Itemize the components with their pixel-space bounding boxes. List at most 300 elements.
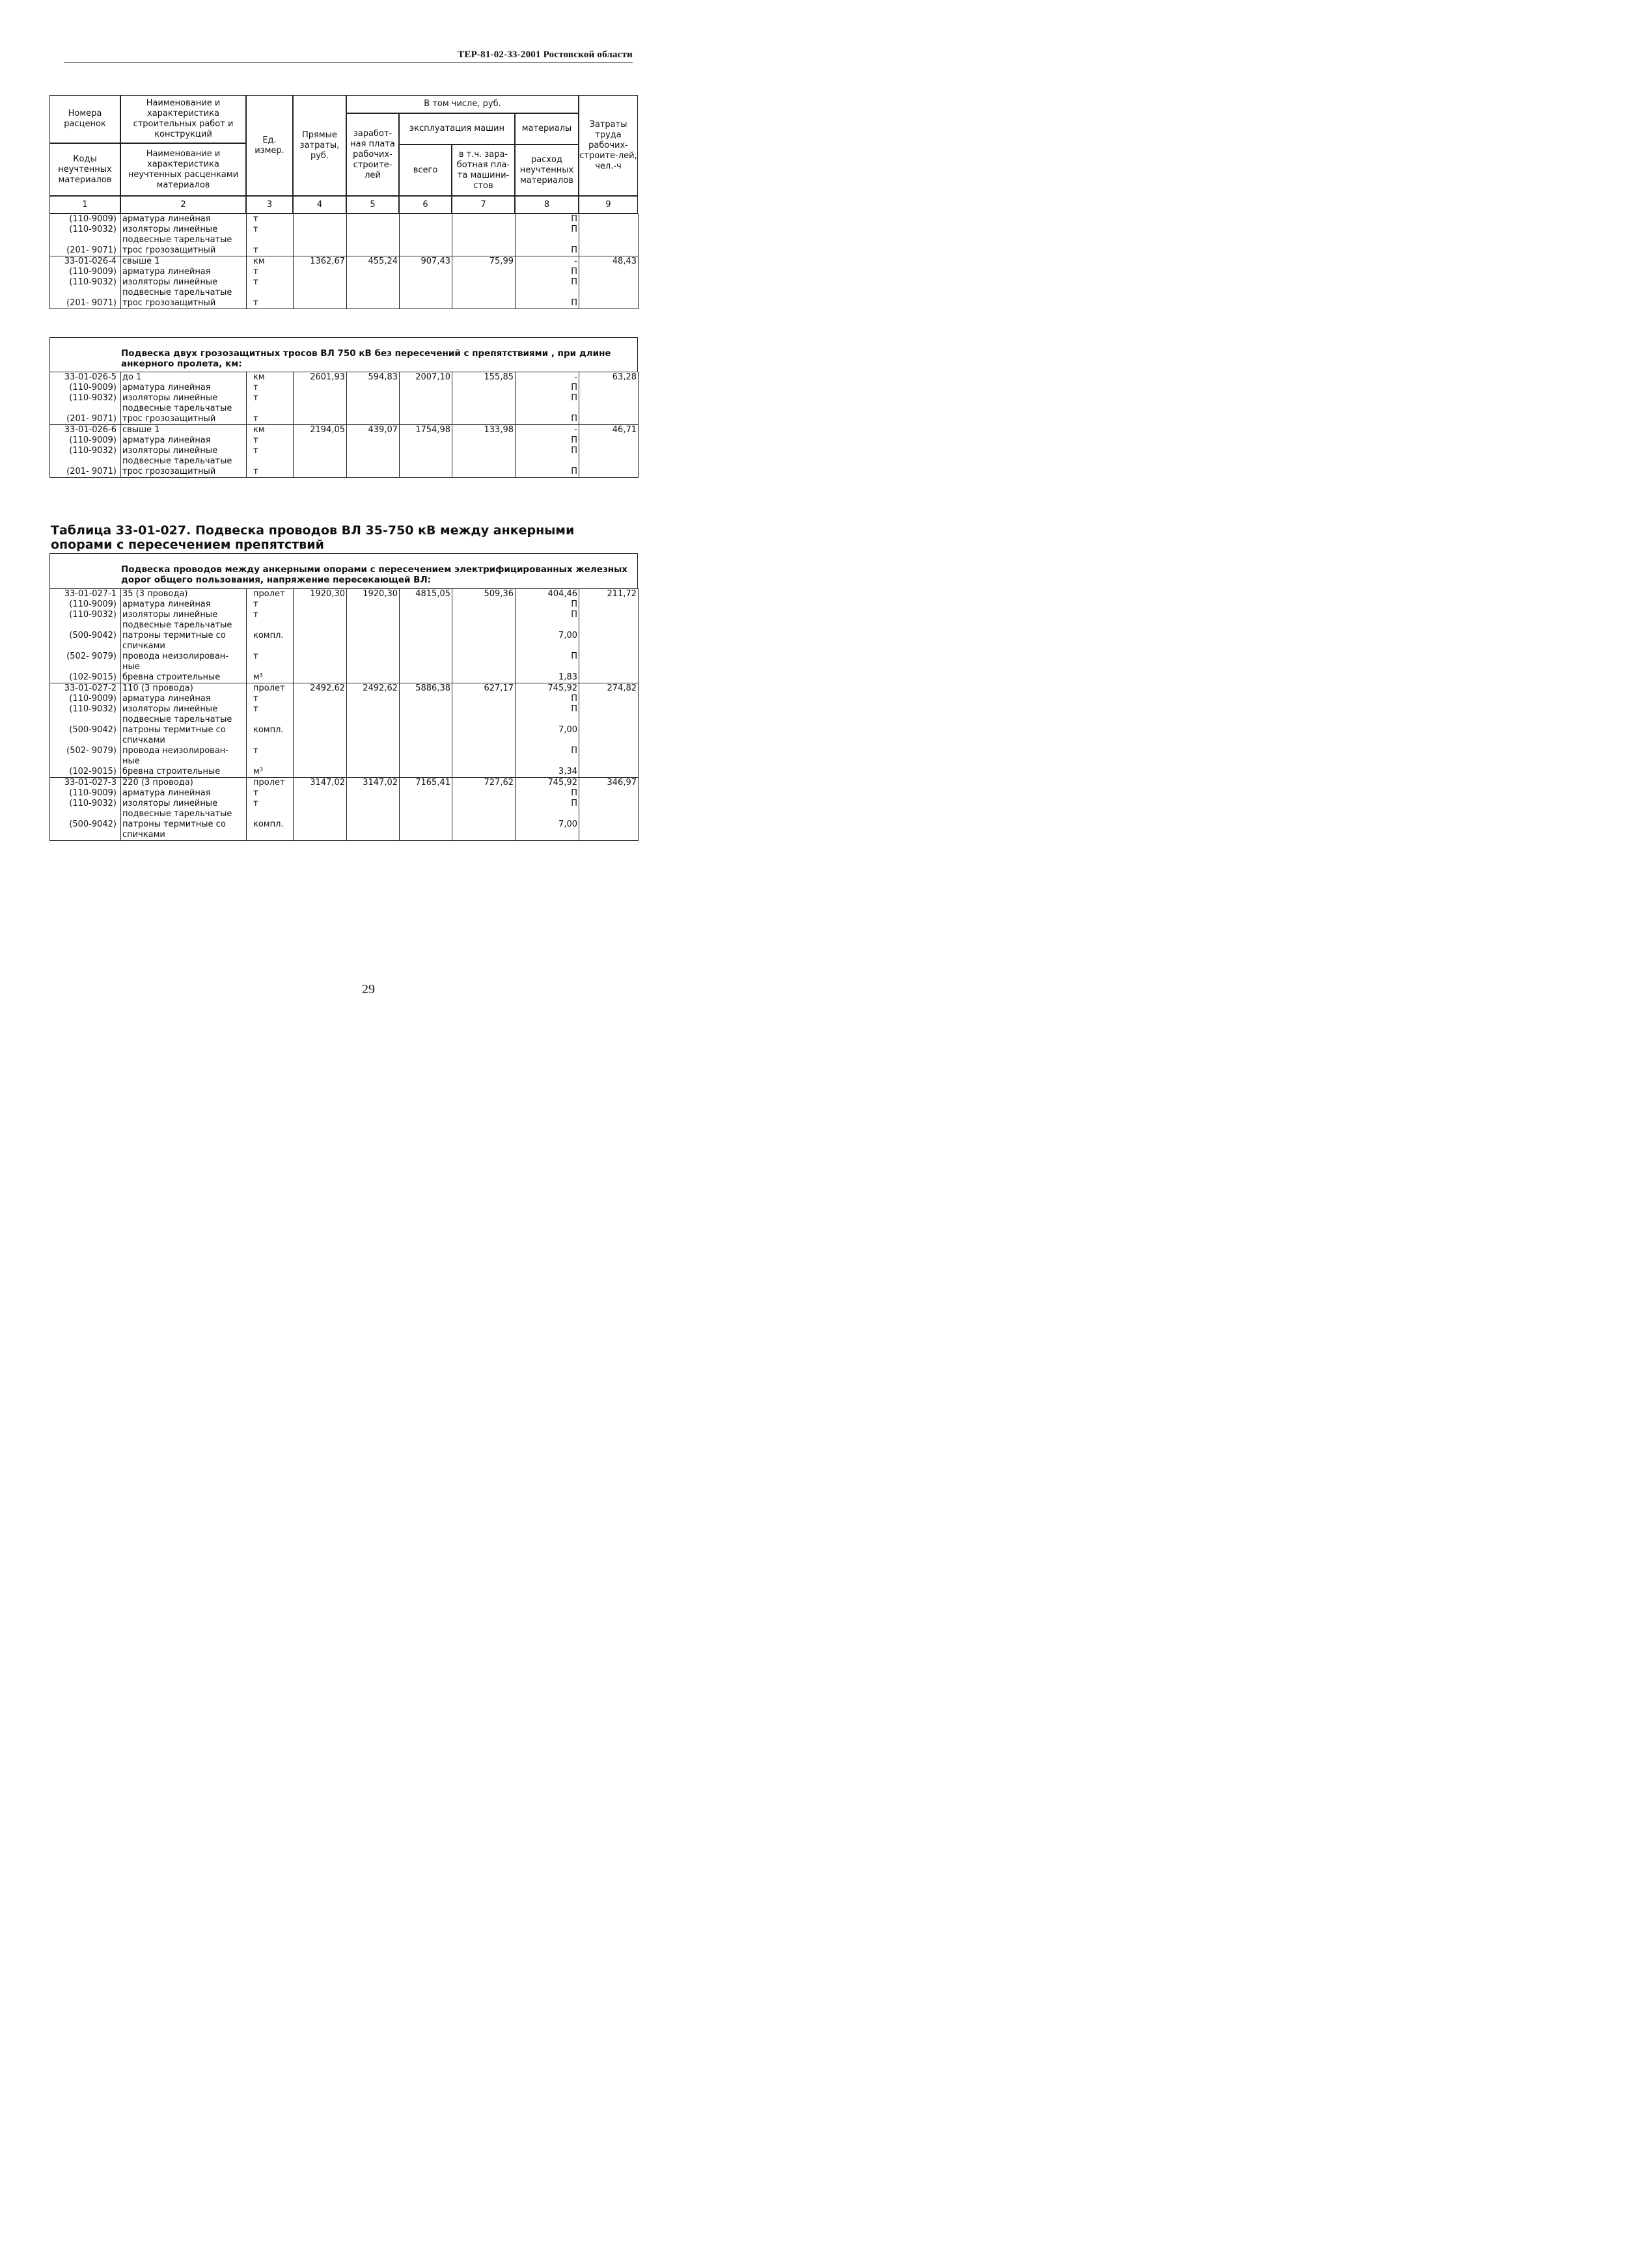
table-row <box>50 446 639 467</box>
cell-labor-hours <box>579 414 639 425</box>
cell-machinist-wages <box>452 267 516 277</box>
cell-rate-code: 33-01-026-6 <box>50 425 121 436</box>
cell-unit: т <box>247 599 294 610</box>
cell-rate-code: (110-9009) <box>50 435 121 446</box>
cell-materials-usage: П <box>516 414 579 425</box>
cell-materials-usage: П <box>516 214 579 225</box>
cell-item-name: трос грозозащитный <box>121 298 247 309</box>
cell-item-name: 110 (3 провода) <box>121 683 247 694</box>
cell-item-name: трос грозозащитный <box>121 414 247 425</box>
cell-machinist-wages <box>452 672 516 683</box>
cell-item-name: изоляторы линейные подвесные тарельчатые <box>121 610 247 631</box>
cell-machines-total <box>400 267 452 277</box>
cell-rate-code: (110-9032) <box>50 610 121 631</box>
cell-machinist-wages <box>452 467 516 478</box>
cell-materials-usage: П <box>516 610 579 631</box>
cell-labor-hours <box>579 225 639 245</box>
cell-direct-costs <box>294 267 347 277</box>
cell-direct-costs <box>294 694 347 704</box>
cell-wages <box>347 631 400 652</box>
cell-rate-code: 33-01-026-4 <box>50 256 121 268</box>
cell-direct-costs <box>294 435 347 446</box>
cell-machines-total <box>400 788 452 799</box>
cell-materials-usage: П <box>516 694 579 704</box>
cell-machines-total <box>400 225 452 245</box>
cell-machines-total <box>400 819 452 841</box>
cell-machines-total <box>400 393 452 414</box>
cell-wages: 439,07 <box>347 425 400 436</box>
section-1-title: Подвеска двух грозозащитных тросов ВЛ 750 кВ без пересечений с препятствиями , при длине анкерного пролета, км: <box>121 348 611 369</box>
cell-machinist-wages <box>452 819 516 841</box>
cell-materials-usage: 745,92 <box>516 778 579 789</box>
cell-unit: т <box>247 214 294 225</box>
cell-materials-usage: П <box>516 746 579 767</box>
cell-rate-code: (110-9009) <box>50 267 121 277</box>
cell-materials-usage: П <box>516 446 579 467</box>
header-materials: материалы <box>515 113 579 144</box>
rates-table-block-3 <box>49 588 639 841</box>
cell-labor-hours: 46,71 <box>579 425 639 436</box>
cell-wages <box>347 277 400 298</box>
header-group: В том числе, руб. <box>346 95 579 113</box>
table-row <box>50 819 639 841</box>
cell-unit: т <box>247 467 294 478</box>
cell-machines-total <box>400 799 452 819</box>
cell-machinist-wages: 627,17 <box>452 683 516 694</box>
cell-direct-costs <box>294 393 347 414</box>
header-machines-total: всего <box>399 144 452 196</box>
cell-machines-total <box>400 672 452 683</box>
cell-labor-hours <box>579 672 639 683</box>
cell-item-name: патроны термитные со спичками <box>121 725 247 746</box>
cell-machinist-wages: 75,99 <box>452 256 516 268</box>
table-row <box>50 631 639 652</box>
cell-materials-usage: П <box>516 225 579 245</box>
cell-machinist-wages <box>452 694 516 704</box>
table-caption: Таблица 33-01-027. Подвеска проводов ВЛ 35-750 кВ между анкерными опорами с пересечением препятствий <box>51 523 575 552</box>
cell-wages <box>347 694 400 704</box>
cell-direct-costs <box>294 672 347 683</box>
cell-unit: компл. <box>247 631 294 652</box>
cell-materials-usage: П <box>516 652 579 672</box>
cell-unit: т <box>247 393 294 414</box>
header-num-9: 9 <box>579 196 638 213</box>
table-row <box>50 599 639 610</box>
cell-machines-total <box>400 694 452 704</box>
cell-rate-code: 33-01-027-2 <box>50 683 121 694</box>
cell-unit: т <box>247 652 294 672</box>
cell-materials-usage: - <box>516 256 579 268</box>
header-num-4: 4 <box>293 196 346 213</box>
cell-materials-usage: П <box>516 599 579 610</box>
table-row <box>50 652 639 672</box>
table-row <box>50 245 639 256</box>
cell-machines-total <box>400 767 452 778</box>
cell-item-name: 220 (3 провода) <box>121 778 247 789</box>
table-row <box>50 683 639 694</box>
table-row <box>50 225 639 245</box>
table-row <box>50 383 639 393</box>
cell-direct-costs <box>294 599 347 610</box>
cell-item-name: трос грозозащитный <box>121 245 247 256</box>
cell-wages: 1920,30 <box>347 589 400 600</box>
cell-materials-usage: П <box>516 799 579 819</box>
cell-rate-code: (110-9032) <box>50 799 121 819</box>
cell-machinist-wages <box>452 414 516 425</box>
header-col1-bottom: Коды неучтенных материалов <box>49 143 120 196</box>
cell-machinist-wages <box>452 298 516 309</box>
cell-labor-hours <box>579 746 639 767</box>
cell-unit: м³ <box>247 767 294 778</box>
table-row <box>50 277 639 298</box>
header-col2-top: Наименование и характеристика строительных работ и конструкций <box>120 95 246 143</box>
table-row <box>50 435 639 446</box>
cell-labor-hours <box>579 631 639 652</box>
cell-unit: т <box>247 245 294 256</box>
cell-labor-hours <box>579 435 639 446</box>
header-labor: Затраты труда рабочих-строите-лей, чел.-ч <box>579 95 638 196</box>
header-machines: эксплуатация машин <box>399 113 515 144</box>
cell-machines-total <box>400 631 452 652</box>
table-row <box>50 267 639 277</box>
cell-unit: т <box>247 298 294 309</box>
cell-wages <box>347 652 400 672</box>
cell-unit: т <box>247 799 294 819</box>
cell-item-name: изоляторы линейные подвесные тарельчатые <box>121 277 247 298</box>
cell-direct-costs <box>294 383 347 393</box>
cell-machinist-wages <box>452 746 516 767</box>
cell-machines-total <box>400 245 452 256</box>
cell-machines-total <box>400 214 452 225</box>
cell-labor-hours <box>579 819 639 841</box>
document-header: ТЕР-81-02-33-2001 Ростовской области <box>64 49 633 62</box>
cell-wages <box>347 435 400 446</box>
cell-item-name: до 1 <box>121 372 247 383</box>
cell-machinist-wages <box>452 704 516 725</box>
cell-labor-hours <box>579 599 639 610</box>
cell-machinist-wages <box>452 610 516 631</box>
cell-direct-costs <box>294 725 347 746</box>
table-row <box>50 214 639 225</box>
cell-direct-costs <box>294 277 347 298</box>
cell-unit: м³ <box>247 672 294 683</box>
cell-direct-costs <box>294 610 347 631</box>
cell-unit: т <box>247 694 294 704</box>
cell-rate-code: (110-9032) <box>50 446 121 467</box>
cell-machines-total: 907,43 <box>400 256 452 268</box>
cell-machinist-wages <box>452 435 516 446</box>
header-num-5: 5 <box>346 196 399 213</box>
cell-item-name: патроны термитные со спичками <box>121 631 247 652</box>
cell-labor-hours: 63,28 <box>579 372 639 383</box>
header-unit: Ед. измер. <box>246 95 293 196</box>
cell-machinist-wages <box>452 383 516 393</box>
cell-direct-costs: 1920,30 <box>294 589 347 600</box>
cell-item-name: трос грозозащитный <box>121 467 247 478</box>
cell-labor-hours <box>579 767 639 778</box>
cell-direct-costs <box>294 245 347 256</box>
cell-item-name: арматура линейная <box>121 599 247 610</box>
table-row <box>50 298 639 309</box>
cell-machinist-wages <box>452 277 516 298</box>
cell-wages <box>347 393 400 414</box>
cell-unit: т <box>247 435 294 446</box>
section-2-title: Подвеска проводов между анкерными опорами с пересечением электрифицированных железных дорог общего пользования, напряжение пересекающей ВЛ: <box>121 564 627 585</box>
cell-machines-total <box>400 746 452 767</box>
cell-materials-usage: 3,34 <box>516 767 579 778</box>
cell-labor-hours <box>579 245 639 256</box>
cell-machinist-wages: 133,98 <box>452 425 516 436</box>
cell-direct-costs <box>294 652 347 672</box>
cell-unit: пролет <box>247 589 294 600</box>
cell-materials-usage: 7,00 <box>516 725 579 746</box>
cell-wages <box>347 610 400 631</box>
cell-machines-total <box>400 652 452 672</box>
page-number: 29 <box>362 982 375 996</box>
cell-direct-costs: 1362,67 <box>294 256 347 268</box>
cell-wages <box>347 214 400 225</box>
cell-materials-usage: П <box>516 298 579 309</box>
cell-direct-costs <box>294 819 347 841</box>
table-row <box>50 799 639 819</box>
cell-rate-code: (500-9042) <box>50 819 121 841</box>
cell-labor-hours <box>579 383 639 393</box>
cell-labor-hours <box>579 694 639 704</box>
header-num-7: 7 <box>452 196 515 213</box>
cell-rate-code: (500-9042) <box>50 631 121 652</box>
cell-materials-usage: 1,83 <box>516 672 579 683</box>
cell-rate-code: (201- 9071) <box>50 245 121 256</box>
header-machinist-wages: в т.ч. зара-ботная пла-та машини-стов <box>452 144 515 196</box>
cell-direct-costs <box>294 799 347 819</box>
cell-machines-total <box>400 298 452 309</box>
cell-wages <box>347 298 400 309</box>
cell-direct-costs <box>294 788 347 799</box>
cell-item-name: бревна строительные <box>121 767 247 778</box>
cell-rate-code: (110-9009) <box>50 788 121 799</box>
cell-unit: т <box>247 383 294 393</box>
cell-machines-total <box>400 414 452 425</box>
table-row <box>50 788 639 799</box>
cell-direct-costs <box>294 631 347 652</box>
cell-item-name: изоляторы линейные подвесные тарельчатые <box>121 704 247 725</box>
cell-labor-hours <box>579 214 639 225</box>
cell-rate-code: (102-9015) <box>50 767 121 778</box>
cell-item-name: изоляторы линейные подвесные тарельчатые <box>121 799 247 819</box>
cell-wages <box>347 267 400 277</box>
cell-rate-code: (201- 9071) <box>50 298 121 309</box>
header-num-6: 6 <box>399 196 452 213</box>
cell-direct-costs: 3147,02 <box>294 778 347 789</box>
cell-item-name: арматура линейная <box>121 267 247 277</box>
cell-materials-usage: П <box>516 267 579 277</box>
cell-machinist-wages <box>452 225 516 245</box>
cell-rate-code: (201- 9071) <box>50 414 121 425</box>
cell-unit: т <box>247 704 294 725</box>
cell-labor-hours <box>579 298 639 309</box>
cell-labor-hours <box>579 725 639 746</box>
cell-rate-code: (110-9009) <box>50 694 121 704</box>
cell-materials-usage: П <box>516 435 579 446</box>
cell-item-name: патроны термитные со спичками <box>121 819 247 841</box>
cell-wages <box>347 414 400 425</box>
cell-machines-total <box>400 446 452 467</box>
cell-machinist-wages <box>452 393 516 414</box>
cell-wages <box>347 819 400 841</box>
cell-labor-hours <box>579 788 639 799</box>
cell-machinist-wages <box>452 214 516 225</box>
cell-machinist-wages <box>452 788 516 799</box>
cell-unit: т <box>247 746 294 767</box>
cell-rate-code: (110-9032) <box>50 393 121 414</box>
cell-wages <box>347 746 400 767</box>
cell-direct-costs <box>294 467 347 478</box>
cell-direct-costs <box>294 704 347 725</box>
cell-unit: т <box>247 267 294 277</box>
cell-materials-usage: П <box>516 277 579 298</box>
cell-item-name: бревна строительные <box>121 672 247 683</box>
cell-materials-usage: 404,46 <box>516 589 579 600</box>
header-num-1: 1 <box>49 196 120 213</box>
cell-wages <box>347 725 400 746</box>
cell-machinist-wages <box>452 652 516 672</box>
cell-wages <box>347 767 400 778</box>
cell-direct-costs <box>294 446 347 467</box>
table-header <box>49 95 638 213</box>
cell-machines-total: 7165,41 <box>400 778 452 789</box>
cell-rate-code: (500-9042) <box>50 725 121 746</box>
cell-wages <box>347 225 400 245</box>
cell-wages <box>347 799 400 819</box>
cell-machines-total <box>400 277 452 298</box>
cell-direct-costs <box>294 214 347 225</box>
cell-item-name: изоляторы линейные подвесные тарельчатые <box>121 393 247 414</box>
cell-direct-costs <box>294 746 347 767</box>
cell-labor-hours <box>579 277 639 298</box>
header-direct-costs: Прямые затраты, руб. <box>293 95 346 196</box>
cell-labor-hours <box>579 393 639 414</box>
table-row <box>50 767 639 778</box>
cell-machinist-wages: 727,62 <box>452 778 516 789</box>
table-row <box>50 778 639 789</box>
cell-direct-costs: 2194,05 <box>294 425 347 436</box>
cell-wages: 2492,62 <box>347 683 400 694</box>
cell-materials-usage: 7,00 <box>516 631 579 652</box>
cell-wages <box>347 383 400 393</box>
header-num-8: 8 <box>515 196 579 213</box>
cell-unit: т <box>247 225 294 245</box>
cell-item-name: арматура линейная <box>121 383 247 393</box>
cell-wages <box>347 599 400 610</box>
cell-machinist-wages <box>452 725 516 746</box>
cell-machines-total <box>400 725 452 746</box>
cell-unit: компл. <box>247 725 294 746</box>
table-row <box>50 746 639 767</box>
cell-machines-total <box>400 599 452 610</box>
cell-machinist-wages <box>452 799 516 819</box>
cell-rate-code: 33-01-026-5 <box>50 372 121 383</box>
header-materials-usage: расход неучтенных материалов <box>515 144 579 196</box>
table-row <box>50 694 639 704</box>
cell-unit: т <box>247 788 294 799</box>
cell-machinist-wages <box>452 599 516 610</box>
header-num-2: 2 <box>120 196 246 213</box>
cell-item-name: изоляторы линейные подвесные тарельчатые <box>121 446 247 467</box>
cell-direct-costs <box>294 225 347 245</box>
cell-machines-total <box>400 383 452 393</box>
cell-unit: пролет <box>247 683 294 694</box>
cell-wages <box>347 788 400 799</box>
cell-rate-code: 33-01-027-1 <box>50 589 121 600</box>
cell-direct-costs: 2492,62 <box>294 683 347 694</box>
cell-machinist-wages <box>452 631 516 652</box>
table-row <box>50 725 639 746</box>
cell-unit: компл. <box>247 819 294 841</box>
rates-table-block-2 <box>49 372 639 478</box>
cell-labor-hours <box>579 799 639 819</box>
cell-materials-usage: - <box>516 425 579 436</box>
cell-labor-hours: 48,43 <box>579 256 639 268</box>
cell-direct-costs <box>294 414 347 425</box>
cell-rate-code: (502- 9079) <box>50 652 121 672</box>
cell-materials-usage: П <box>516 393 579 414</box>
cell-item-name: арматура линейная <box>121 214 247 225</box>
cell-wages: 3147,02 <box>347 778 400 789</box>
cell-machines-total <box>400 610 452 631</box>
cell-rate-code: (110-9032) <box>50 277 121 298</box>
rates-table-block-1 <box>49 213 639 309</box>
cell-materials-usage: П <box>516 467 579 478</box>
cell-machines-total <box>400 435 452 446</box>
cell-machinist-wages: 155,85 <box>452 372 516 383</box>
table-row <box>50 414 639 425</box>
table-row <box>50 393 639 414</box>
cell-rate-code: (110-9009) <box>50 383 121 393</box>
cell-materials-usage: П <box>516 704 579 725</box>
cell-wages <box>347 467 400 478</box>
cell-item-name: арматура линейная <box>121 788 247 799</box>
cell-unit: т <box>247 446 294 467</box>
cell-item-name: 35 (3 провода) <box>121 589 247 600</box>
cell-unit: пролет <box>247 778 294 789</box>
cell-rate-code: (102-9015) <box>50 672 121 683</box>
cell-labor-hours: 274,82 <box>579 683 639 694</box>
cell-unit: т <box>247 610 294 631</box>
cell-machines-total: 4815,05 <box>400 589 452 600</box>
cell-labor-hours <box>579 446 639 467</box>
cell-wages: 455,24 <box>347 256 400 268</box>
cell-machinist-wages <box>452 245 516 256</box>
cell-wages <box>347 672 400 683</box>
cell-item-name: провода неизолирован-ные <box>121 652 247 672</box>
table-row <box>50 372 639 383</box>
cell-direct-costs: 2601,93 <box>294 372 347 383</box>
cell-machines-total: 2007,10 <box>400 372 452 383</box>
header-wages: заработ-ная плата рабочих-строите-лей <box>346 113 399 196</box>
cell-unit: т <box>247 414 294 425</box>
header-num-3: 3 <box>246 196 293 213</box>
cell-rate-code: (502- 9079) <box>50 746 121 767</box>
cell-wages <box>347 446 400 467</box>
cell-rate-code: (110-9032) <box>50 704 121 725</box>
table-row <box>50 589 639 600</box>
cell-rate-code: (110-9032) <box>50 225 121 245</box>
cell-labor-hours <box>579 467 639 478</box>
table-row <box>50 610 639 631</box>
cell-wages <box>347 245 400 256</box>
cell-unit: км <box>247 372 294 383</box>
table-row <box>50 256 639 268</box>
